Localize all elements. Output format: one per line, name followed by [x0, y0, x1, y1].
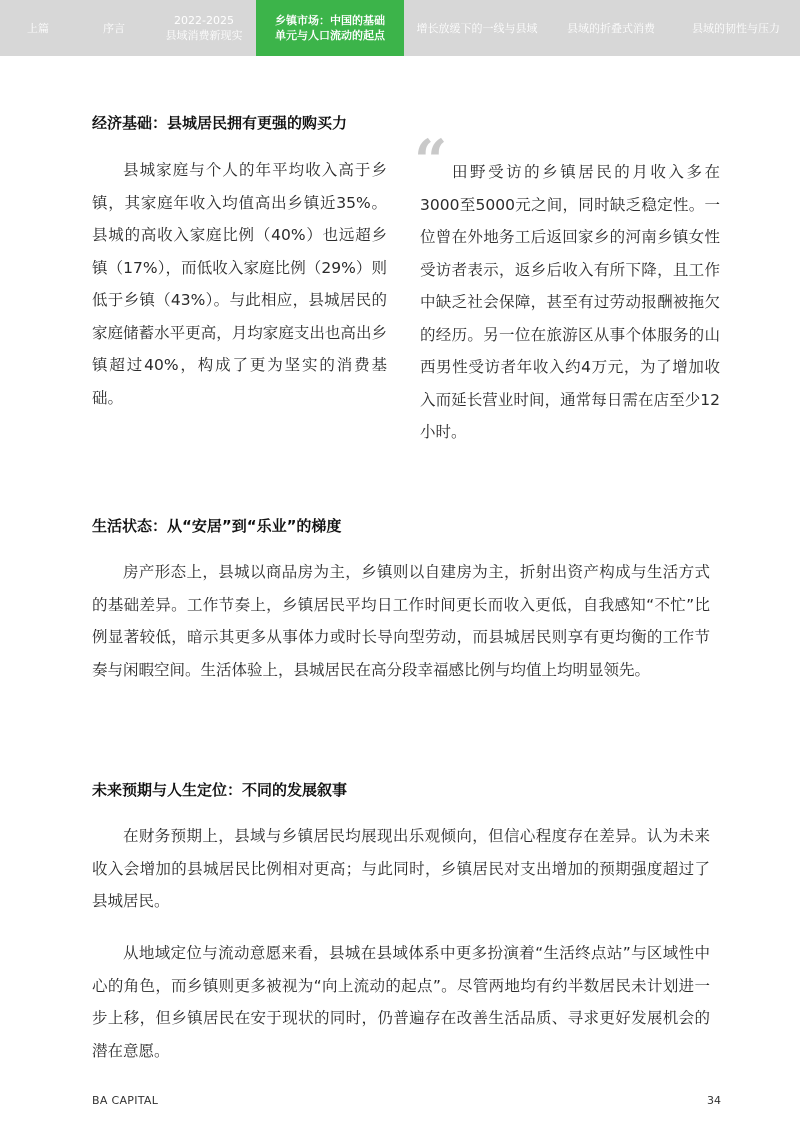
- tab-folded-consumption[interactable]: 县域的折叠式消费: [567, 21, 655, 35]
- section-heading-economic-base: 经济基础：县城居民拥有更强的购买力: [92, 114, 348, 132]
- financial-expectations-paragraph: 在财务预期上，县域与乡镇居民均展现出乐观倾向，但信心程度存在差异。认为未来收入会增加的县城居民比例相对更高；与此同时，乡镇居民对支出增加的预期强度超过了县城居民。: [92, 827, 710, 910]
- tab-slowing-growth[interactable]: 增长放缓下的一线与县域: [416, 21, 538, 35]
- tab-township-market[interactable]: 乡镇市场：中国的基础 单元与人口流动的起点: [256, 0, 404, 56]
- tab-county-consumption-reality[interactable]: 2022-2025 县域消费新现实: [165, 14, 243, 42]
- quote-mark-icon: “: [414, 127, 448, 195]
- footer-brand: BA CAPITAL: [92, 1094, 159, 1107]
- quote-text: 田野受访的乡镇居民的月收入多在3000至5000元之间，同时缺乏稳定性。一位曾在外地务工后返回家乡的河南乡镇女性受访者表示，返乡后收入有所下降，且工作中缺乏社会保障，甚至有过劳动报酬被拖欠的经历。另一位在旅游区从事个体服务的山西男性受访者年收入约4万元，为了增加收入而延长营业时间，通常每日需在店至少12小时。: [420, 163, 720, 441]
- section-heading-future-expectations: 未来预期与人生定位：不同的发展叙事: [92, 781, 348, 799]
- economic-base-paragraph: 县城家庭与个人的年平均收入高于乡镇，其家庭年收入均值高出乡镇近35%。县城的高收入家庭比例（40%）也远超乡镇（17%），而低收入家庭比例（29%）则低于乡镇（43%）。与此相应，县城居民的家庭储蓄水平更高，月均家庭支出也高出乡镇超过40%，构成了更为坚实的消费基础。: [92, 161, 387, 407]
- section-heading-living-status: 生活状态：从“安居”到“乐业”的梯度: [92, 517, 342, 535]
- tab-preface[interactable]: 序言: [103, 21, 125, 35]
- page-number: 34: [707, 1094, 721, 1107]
- living-status-paragraph: 房产形态上，县城以商品房为主，乡镇则以自建房为主，折射出资产构成与生活方式的基础差异。工作节奏上，乡镇居民平均日工作时间更长而收入更低，自我感知“不忙”比例显著较低，暗示其更多从事体力或时长导向型劳动，而县城居民则享有更均衡的工作节奏与闲暇空间。生活体验上，县城居民在高分段幸福感比例与均值上均明显领先。: [92, 563, 710, 679]
- top-navigation: [0, 0, 800, 56]
- field-interview-quote: [414, 127, 720, 449]
- mobility-paragraph: 从地域定位与流动意愿来看，县城在县域体系中更多扮演着“生活终点站”与区域性中心的角色，而乡镇则更多被视为“向上流动的起点”。尽管两地均有约半数居民未计划进一步上移，但乡镇居民在安于现状的同时，仍普遍存在改善生活品质、寻求更好发展机会的潜在意愿。: [92, 944, 710, 1060]
- tab-resilience-pressure[interactable]: 县域的韧性与压力: [692, 21, 780, 35]
- tab-part-one[interactable]: 上篇: [27, 21, 49, 35]
